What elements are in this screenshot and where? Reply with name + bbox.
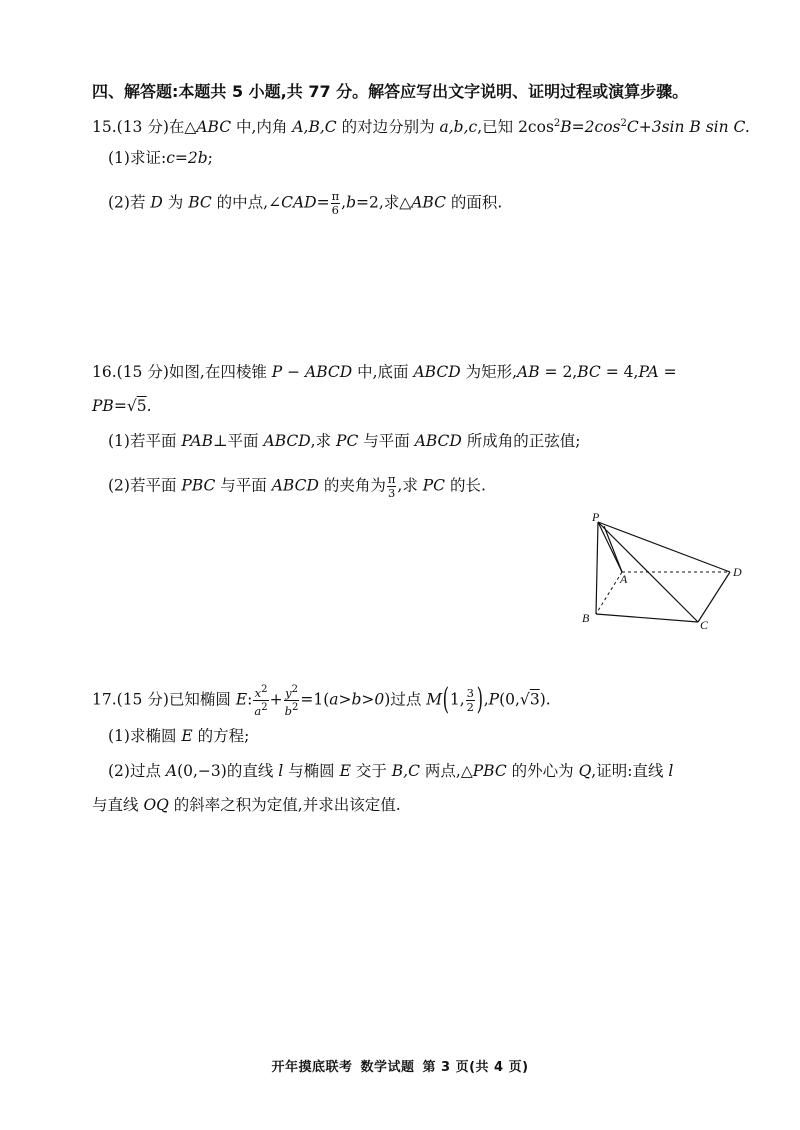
fraction-pi-6: $\frac{\pi}{6}$ bbox=[331, 189, 340, 217]
q15-part1: (1)求证:c=2b; bbox=[108, 149, 213, 167]
q15-part2: (2)若 D 为 BC 的中点,∠CAD= $\frac{\pi}{6}$ ,b=2,求△ABC 的面积. bbox=[108, 189, 503, 217]
footer-page: 第 3 页(共 4 页) bbox=[422, 1060, 529, 1075]
q16-stem: 16.(15 分)如图,在四棱锥 P − ABCD 中,底面 ABCD 为矩形,AB = 2,BC = 4,PA = bbox=[92, 363, 677, 381]
section-title: 四、解答题:本题共 5 小题,共 77 分。解答应写出文字说明、证明过程或演算步骤。 bbox=[92, 82, 689, 101]
vertex-label-c: C bbox=[700, 618, 709, 632]
q17-part1: (1)求椭圆 E 的方程; bbox=[108, 727, 250, 745]
vertex-label-p: P bbox=[592, 510, 600, 524]
footer-subject: 数学试题 bbox=[360, 1060, 415, 1075]
vertex-label-d: D bbox=[733, 565, 742, 579]
edge-pb bbox=[596, 522, 598, 614]
fraction-y2-b2: $\frac{y^2}{b^2}$ bbox=[284, 684, 299, 718]
vertex-label-a: A bbox=[620, 572, 628, 586]
edge-pa-inner bbox=[604, 526, 622, 572]
fraction-pi-3: $\frac{\pi}{3}$ bbox=[387, 472, 396, 500]
page-footer bbox=[0, 1056, 800, 1075]
edge-bc bbox=[596, 614, 698, 622]
pyramid-figure bbox=[578, 510, 750, 632]
edge-cd bbox=[698, 572, 730, 622]
vertex-label-b: B bbox=[582, 611, 590, 625]
q16-part1: (1)若平面 PAB⊥平面 ABCD,求 PC 与平面 ABCD 所成角的正弦值; bbox=[108, 432, 581, 450]
q17-part2: (2)过点 A(0,−3)的直线 l 与椭圆 E 交于 B,C 两点,△PBC 的外心为 Q,证明:直线 l bbox=[108, 762, 674, 780]
q16-part2: (2)若平面 PBC 与平面 ABCD 的夹角为 $\frac{\pi}{3}$ ,求 PC 的长. bbox=[108, 472, 486, 500]
fraction-3-2: $\frac{3}{2}$ bbox=[466, 685, 474, 714]
footer-exam: 开年摸底联考 bbox=[271, 1060, 353, 1075]
q15-stem: 15.(13 分)在△ABC 中,内角 A,B,C 的对边分别为 a,b,c,已知 $2\cos^2B=2\cos^2C+3\sin$ B sin C. bbox=[92, 118, 750, 137]
q17-stem: 17.(15 分)已知椭圆 E: $\frac{x^2}{a^2}$ + $\frac{y^2}{b^2}$ =1(a>b>0)过点 M(1, $\frac{3}{2}$ ),P(0,√3). bbox=[92, 682, 551, 718]
edge-ab-hidden bbox=[596, 572, 622, 614]
q16-stem-line2: PB=√5. bbox=[92, 397, 152, 415]
fraction-x2-a2: $\frac{x^2}{a^2}$ bbox=[254, 684, 268, 718]
q17-part2-line2: 与直线 OQ 的斜率之积为定值,并求出该定值. bbox=[92, 796, 401, 814]
